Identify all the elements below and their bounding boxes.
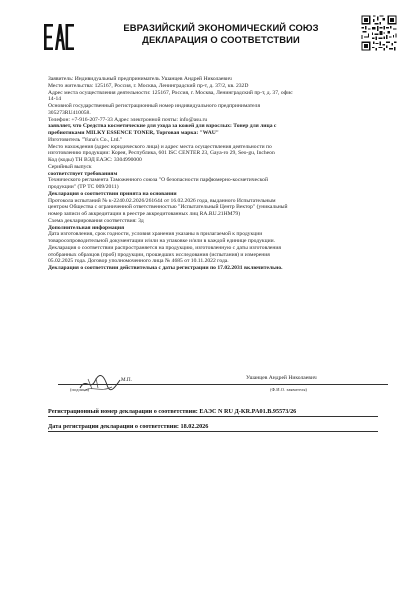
signature-line [58, 384, 388, 385]
additional-info-line-1: Дата изготовления, срок годности, условия хранения указаны в прилагаемой к продукции [48, 231, 263, 238]
additional-info-line-5: 05.02.2025 года. Договор уполномоченного лица № 4685 от 10.11.2022 года. [48, 258, 229, 265]
protocol-line-1: Протокола испытаний № к-2240.02.2026/261644 от 16.02.2026 года, выданного Испытательным [48, 197, 276, 204]
ogrnip-value-line: 305273RU410058. [48, 109, 91, 116]
registration-date-rule [48, 431, 378, 432]
basis-heading: Декларация о соответствии принята на основании [48, 190, 177, 197]
batch-type-line: Серийный выпуск [48, 163, 92, 170]
registration-date-block [48, 423, 393, 430]
manufacturer-address-label: Место нахождения (адрес юридического лица) и адрес места осуществления деятельности по [48, 143, 272, 150]
applicant-line: Заявитель: Индивидуальный предприниматель Ушанцев Андрей Николаевич [48, 76, 232, 82]
residence-line: Место жительства: 125167, Россия, г. Москва, Ленинградский пр-т, д. 37/2, кв. 232D [48, 82, 249, 89]
manufacturer-line: Изготовитель "Yuna's Co., Ltd." [48, 136, 123, 143]
regulation-line-2: продукции" (ТР ТС 009/2011) [48, 184, 119, 190]
header-union-title: ЕВРАЗИЙСКИЙ ЭКОНОМИЧЕСКИЙ СОЮЗ [123, 22, 319, 33]
activity-address-office: 14-14 [48, 96, 62, 103]
protocol-line-3: номер записи об аккредитации в реестре аккредитованных лиц RA.RU.21HM79) [48, 211, 241, 217]
additional-info-heading: Дополнительная информация [48, 224, 125, 231]
product-line-1: заявляет, что Средства косметические для ухода за кожей для взрослых: Тонер для лица с [48, 123, 277, 130]
additional-info-line-4: отобранных образцов (проб) продукции, прошедших исследования (испытания) и измерения [48, 251, 270, 258]
name-caption: (Ф.И.О. заявителя) [270, 387, 307, 392]
ogrnip-label-line: Основной государственный регистрационный номер индивидуального предпринимателя [48, 103, 261, 109]
declaration-body [48, 76, 393, 272]
activity-address-line: Адрес места осуществления деятельности: 125167, Россия, г. Москва, Ленинградский пр-т, д. 37, офис [48, 89, 293, 96]
additional-info-line-3: Декларация о соответствии распространяется на продукцию, изготовленную с даты изготовления [48, 244, 281, 251]
registration-number-rule [48, 416, 378, 417]
registration-date: Дата регистрации декларации о соответствии: 18.02.2026 [48, 423, 209, 430]
document-header [96, 22, 346, 46]
protocol-line-2: центром Общества с ограниченной ответственностью "Испытательный Центр Вектор" (уникальный [48, 204, 288, 211]
scheme-line: Схема декларирования соответствия: 3д [48, 217, 144, 224]
regulation-line-1: Технического регламента Таможенного союза "О безопасности парфюмерно-косметической [48, 177, 268, 184]
signature-captions [70, 387, 370, 392]
product-line-2: пребиотиками MILKY ESSENCE TONER, Торговая марка: "WAU" [48, 130, 219, 136]
registration-number: Регистрационный номер декларации о соответствии: ЕАЭС N RU Д-KR.PA01.B.95573/26 [48, 408, 297, 415]
eac-logo-icon [44, 24, 74, 50]
contacts-line: Телефон: +7-916-207-77-33 Адрес электронной почты: info@asu.ru [48, 116, 208, 123]
header-declaration-title: ДЕКЛАРАЦИЯ О СООТВЕТСТВИИ [142, 34, 300, 45]
stamp-place-label: М.П. [121, 377, 132, 383]
manufacturer-address-value: изготовлению продукции: Корея, Республика, 601 ISC CENTER 23, Gaya-ro 29, Seo-gu, Incheon [48, 150, 275, 157]
additional-info-line-2: товаросопроводительной документации и/или на упаковке и/или в каждой единице продукции. [48, 238, 276, 244]
conforms-heading: соответствует требованиям [48, 170, 118, 177]
qr-code-icon[interactable] [360, 14, 398, 52]
signer-name: Ушанцев Андрей Николаевич [246, 375, 317, 381]
validity-line: Декларация о соответствии действительна с даты регистрации по 17.02.2031 включительно. [48, 265, 283, 271]
registration-number-block [48, 408, 393, 415]
hs-code-line: Код (коды) ТН ВЭД ЕАЭС: 3304990000 [48, 157, 142, 163]
signature-caption: (подпись) [70, 387, 90, 392]
